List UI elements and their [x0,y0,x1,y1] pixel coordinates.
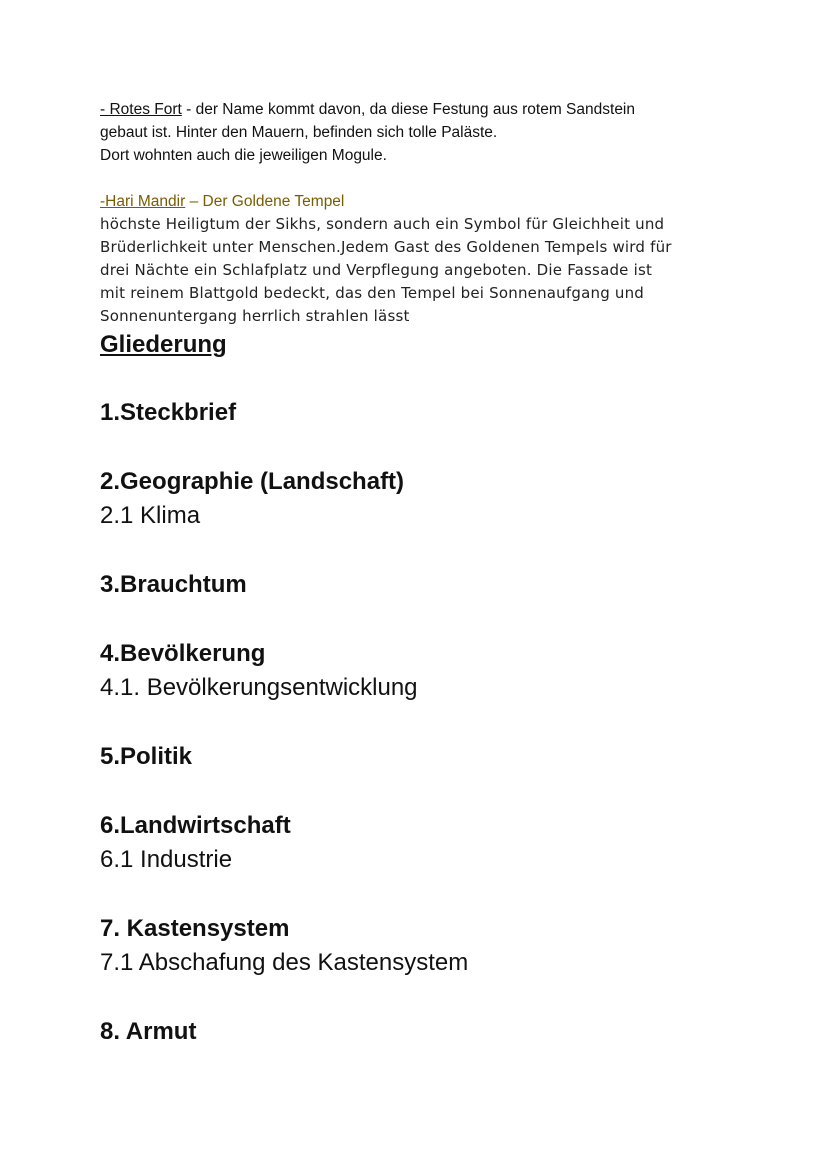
rotes-fort-line-1-text: - der Name kommt davon, da diese Festung aus rotem Sandstein [181,101,635,118]
outline-heading-5: 5.Politik [100,743,193,770]
hari-mandir-line: höchste Heiligtum der Sikhs, sondern auch ein Symbol für Gleichheit und [100,215,665,233]
hari-mandir-link[interactable]: -Hari Mandir [100,193,186,210]
gliederung-title: Gliederung [100,331,227,358]
outline-heading-4: 4.Bevölkerung [100,640,266,667]
hari-mandir-line: drei Nächte ein Schlafplatz und Verpflegung angeboten. Die Fassade ist [100,261,653,279]
rotes-fort-link[interactable]: - Rotes Fort [100,101,182,118]
hari-mandir-title: – Der Goldene Tempel [185,193,345,210]
outline-sub-4: 4.1. Bevölkerungsentwicklung [100,674,418,701]
hari-mandir-line: Brüderlichkeit unter Menschen.Jedem Gast des Goldenen Tempels wird für [100,238,672,256]
outline-heading-2: 2.Geographie (Landschaft) [100,468,405,495]
hari-mandir-line: mit reinem Blattgold bedeckt, das den Tempel bei Sonnenaufgang und [100,284,645,302]
rotes-fort-paragraph [100,98,800,167]
rotes-fort-line-3: Dort wohnten auch die jeweiligen Mogule. [100,147,387,164]
outline-sub-7: 7.1 Abschafung des Kastensystem [100,949,469,976]
hari-mandir-paragraph [100,213,800,328]
rotes-fort-line-2: gebaut ist. Hinter den Mauern, befinden sich tolle Paläste. [100,124,498,141]
outline-sub-2: 2.1 Klima [100,502,201,529]
outline-heading-7: 7. Kastensystem [100,915,290,942]
outline-heading-3: 3.Brauchtum [100,571,247,598]
outline-sub-6: 6.1 Industrie [100,846,233,873]
outline-heading-6: 6.Landwirtschaft [100,812,291,839]
outline-heading-8: 8. Armut [100,1018,197,1045]
hari-mandir-heading [100,190,800,213]
outline-heading-1: 1.Steckbrief [100,399,237,426]
hari-mandir-line: Sonnenuntergang herrlich strahlen lässt [100,307,410,325]
rotes-fort-line-1 [100,98,800,121]
